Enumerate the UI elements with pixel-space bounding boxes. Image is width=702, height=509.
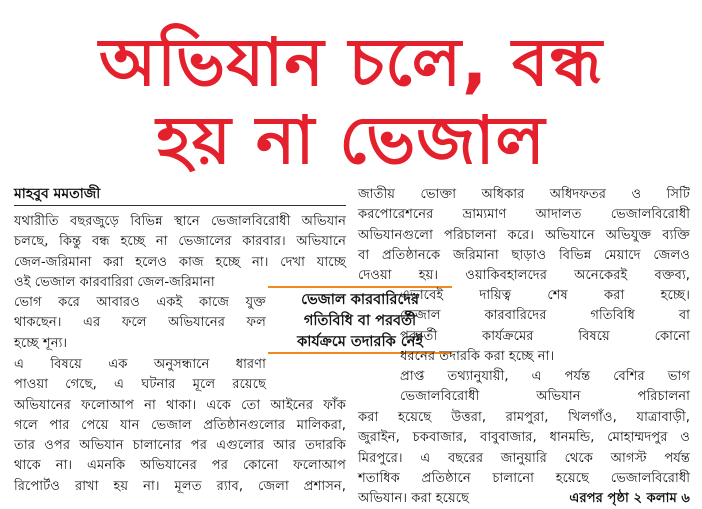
text-line: ওই ভেজাল কারবারিরা জেল-জরিমানা bbox=[14, 274, 215, 290]
text-line: গলে পার পেয়ে যান ভেজাল প্রতিষ্ঠানগুলোর মালিকরা, bbox=[14, 417, 346, 433]
text-line: জুরাইন, চকবাজার, বাবুবাজার, ধানমন্ডি, মোহাম্মদপুর ও bbox=[358, 430, 690, 446]
right-column-top bbox=[358, 185, 690, 286]
text-line: পাওয়া গেছে, এ ঘটনার মূলে রয়েছে bbox=[14, 377, 266, 393]
text-line: ভেজালবিরোধী অভিযান পরিচালনা bbox=[400, 389, 690, 405]
headline-line-2: হয় না ভেজাল bbox=[156, 102, 546, 179]
text-line: করা হয়েছে উত্তরা, রামপুরা, খিলগাঁও, যাত্রাবাড়ী, bbox=[358, 410, 690, 425]
byline: মাহবুব মমতাজী bbox=[14, 186, 101, 202]
text-line: হচ্ছে শূন্য। bbox=[14, 335, 68, 351]
text-line: রিপোর্টও রাখা হয় না। মূলত র‌্যাব, জেলা প্রশাসন, bbox=[14, 478, 346, 494]
text-line: দেওয়া হয়। ওয়াকিবহালদের অনেকেরই বক্তব্য, bbox=[358, 268, 690, 284]
headline-line-1: অভিযান চলে, বন্ধ bbox=[98, 24, 604, 101]
byline-rule bbox=[14, 205, 346, 206]
text-line: বা প্রতিষ্ঠানকে জরিমানা ছাড়াও বিভিন্ন মেয়াদে জেলও bbox=[358, 247, 690, 263]
text-line: করপোরেশনের ভ্রাম্যমাণ আদালত ভেজালবিরোধী bbox=[358, 207, 690, 223]
text-line: ধরনের তদারকি করা হচ্ছে না। bbox=[400, 348, 555, 364]
text-line: পরবর্তী কার্যক্রমের বিষয়ে কোনো bbox=[400, 328, 690, 344]
text-line: থাকছেন। এর ফলে অভিযানের ফল bbox=[14, 315, 266, 331]
text-line: মিরপুরে। এ বছরের জানুয়ারি থেকে আগস্ট পর্যন্ত bbox=[358, 450, 690, 466]
pull-quote-line: ভেজাল কারবারিদের bbox=[301, 292, 419, 308]
left-column-top bbox=[14, 212, 346, 293]
text-line: এ বিষয়ে এক অনুসন্ধানে ধারণা bbox=[14, 357, 266, 372]
text-line: জাতীয় ভোক্তা অধিকার অধিদফতর ও সিটি bbox=[358, 187, 690, 202]
right-column-wrap bbox=[400, 286, 690, 408]
continued-jump-label[interactable]: এরপর পৃষ্ঠা ২ কলাম ৬ bbox=[569, 491, 690, 507]
text-line: চলছে, কিন্তু বন্ধ হচ্ছে না ভেজালের কারবার। অভিযানে bbox=[14, 234, 346, 250]
pull-quote-line: গতিবিধি বা পরবর্তী bbox=[303, 313, 417, 329]
left-column-bottom bbox=[14, 355, 346, 497]
text-line: ভোগ করে আবারও একই কাজে যুক্ত bbox=[14, 295, 266, 310]
text-line: থাকে না। এমনকি অভিযানের পর কোনো ফলোআপ bbox=[14, 458, 346, 474]
text-line: যথারীতি বছরজুড়ে বিভিন্ন স্থানে ভেজালবিরোধী অভিযান bbox=[14, 214, 346, 229]
text-line: জেল-জরিমানা করা হলেও কাজ হচ্ছে না। দেখা যাচ্ছে bbox=[14, 254, 346, 270]
text-line: তার ওপর অভিযান চালানোর পর এগুলোর আর তদারকি bbox=[14, 438, 346, 454]
left-column-wrap bbox=[14, 293, 266, 354]
text-line: ভেজাল কারবারিদের গতিবিধি বা bbox=[400, 308, 690, 324]
text-fragment: অভিযান। করা হয়েছে bbox=[358, 491, 470, 507]
right-column-bottom bbox=[358, 408, 690, 509]
text-line: প্রাপ্ত তথ্যানুযায়ী, এ পর্যন্ত বেশির ভাগ bbox=[400, 369, 690, 385]
text-line: শতাধিক প্রতিষ্ঠানে চালানো হয়েছে ভেজালবিরোধী bbox=[358, 470, 690, 486]
text-line: অভিযানগুলো পরিচালনা করে। অভিযানে অভিযুক্ত ব্যক্তি bbox=[358, 227, 690, 243]
pull-quote-line: কার্যক্রমে তদারকি নেই bbox=[297, 334, 423, 350]
text-line: এভাবেই দায়িত্ব শেষ করা হচ্ছে। bbox=[400, 288, 690, 303]
text-line bbox=[358, 489, 690, 509]
text-line: অভিযানের ফলোআপ না থাকা। একে তো আইনের ফাঁক bbox=[14, 397, 346, 413]
